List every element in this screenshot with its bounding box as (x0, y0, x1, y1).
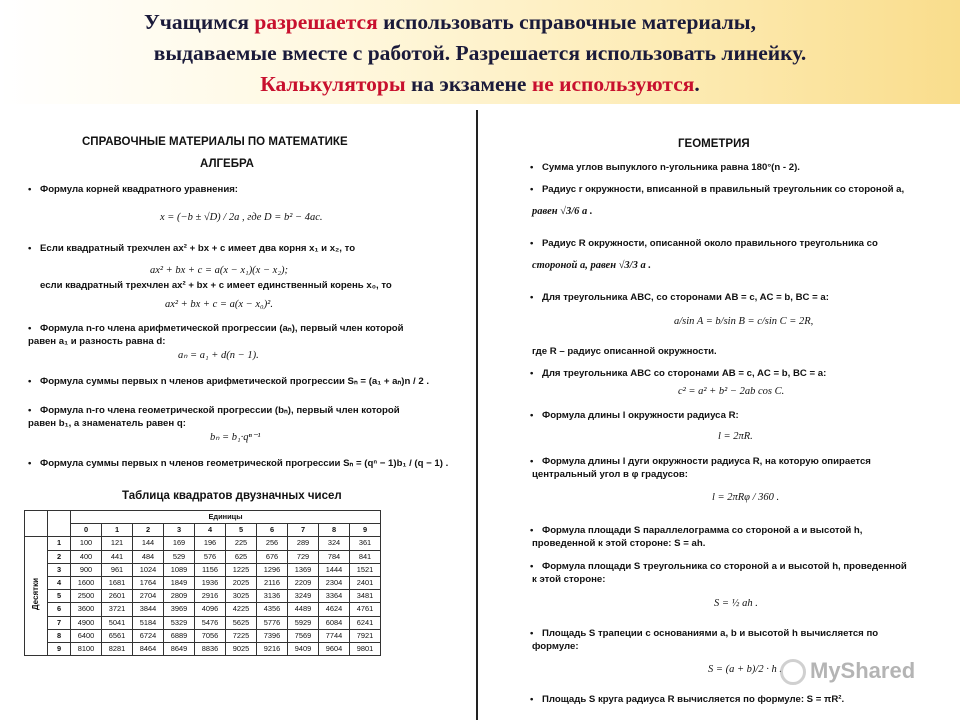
geo-line-trapezoid-cont: формуле: (532, 641, 579, 652)
table-cell: 3136 (257, 590, 288, 603)
table-cell: 7569 (288, 629, 319, 642)
squares-table-title: Таблица квадратов двузначных чисел (122, 490, 342, 502)
digit-header: 0 (71, 524, 102, 537)
geo-line-arc-cont: центральный угол в φ градусов: (532, 469, 688, 480)
geo-line-circumscribed: • Радиус R окружности, описанной около правильного треугольника со (542, 238, 878, 250)
geometry-heading: ГЕОМЕТРИЯ (678, 138, 750, 150)
item-geom-nth-cont: равен b₁, а знаменатель равен q: (28, 418, 186, 429)
tens-digit: 1 (48, 537, 71, 550)
table-cell: 361 (350, 537, 381, 550)
table-cell: 9216 (257, 642, 288, 655)
table-cell: 3721 (102, 603, 133, 616)
table-cell: 1764 (133, 576, 164, 589)
formula-arc: l = 2πRφ / 360 . (712, 492, 780, 503)
instruction-line-3: Калькуляторы на экзамене не используются. (260, 72, 700, 96)
table-cell: 5041 (102, 616, 133, 629)
instruction-line-2: выдаваемые вместе с работой. Разрешается использовать линейку. (153, 41, 807, 65)
table-cell: 9801 (350, 642, 381, 655)
table-cell: 784 (319, 550, 350, 563)
table-cell: 1296 (257, 563, 288, 576)
table-cell: 1156 (195, 563, 226, 576)
geo-line-circumscribed-value: стороной a, равен √3/3 a . (532, 260, 651, 271)
units-header: Единицы (71, 511, 381, 524)
table-cell: 7056 (195, 629, 226, 642)
table-row (25, 603, 381, 616)
table-cell: 1225 (226, 563, 257, 576)
tens-digit: 2 (48, 550, 71, 563)
digit-header: 2 (133, 524, 164, 537)
table-cell: 8649 (164, 642, 195, 655)
table-cell: 100 (71, 537, 102, 550)
table-cell: 4761 (350, 603, 381, 616)
table-cell: 196 (195, 537, 226, 550)
formula-circumference: l = 2πR. (718, 431, 753, 442)
formula-factor-two: ax² + bx + c = a(x − x₁)(x − x₂); (150, 265, 288, 276)
squares-table (24, 510, 381, 656)
table-cell: 6889 (164, 629, 195, 642)
table-cell: 5625 (226, 616, 257, 629)
table-row (25, 616, 381, 629)
geo-line-angles: • Сумма углов выпуклого n-угольника равна 180°(n - 2). (542, 162, 800, 174)
formula-geom-nth: bₙ = b₁·qⁿ⁻¹ (210, 432, 261, 443)
table-row (25, 550, 381, 563)
table-cell: 5329 (164, 616, 195, 629)
table-cell: 7396 (257, 629, 288, 642)
table-cell: 4624 (319, 603, 350, 616)
table-cell: 961 (102, 563, 133, 576)
table-cell: 2809 (164, 590, 195, 603)
table-cell: 6724 (133, 629, 164, 642)
table-cell: 484 (133, 550, 164, 563)
table-cell: 900 (71, 563, 102, 576)
logo-icon (780, 659, 806, 685)
formula-triangle-area: S = ½ ah . (714, 598, 758, 609)
table-cell: 576 (195, 550, 226, 563)
tens-digit: 3 (48, 563, 71, 576)
geo-line-arc: • Формула длины l дуги окружности радиуса R, на которую опирается (542, 456, 871, 468)
tens-digit: 8 (48, 629, 71, 642)
table-cell: 3481 (350, 590, 381, 603)
formula-quadratic: x = (−b ± √D) / 2a , где D = b² − 4ac. (160, 212, 323, 223)
table-cell: 4900 (71, 616, 102, 629)
table-cell: 9409 (288, 642, 319, 655)
table-cell: 9025 (226, 642, 257, 655)
tens-digit: 6 (48, 603, 71, 616)
table-row (25, 537, 381, 550)
tens-digit: 7 (48, 616, 71, 629)
table-cell: 169 (164, 537, 195, 550)
digit-header: 7 (288, 524, 319, 537)
formula-factor-one: ax² + bx + c = a(x − x₀)². (165, 299, 273, 310)
tens-digit: 4 (48, 576, 71, 589)
table-cell: 3364 (319, 590, 350, 603)
table-cell: 400 (71, 550, 102, 563)
tens-label (25, 537, 48, 656)
table-cell: 6241 (350, 616, 381, 629)
item-trinomial-two-roots: • Если квадратный трехчлен ax² + bx + c имеет два корня x₁ и x₂, то (40, 243, 355, 255)
table-cell: 3600 (71, 603, 102, 616)
digit-header: 3 (164, 524, 195, 537)
table-cell: 4356 (257, 603, 288, 616)
reference-title: СПРАВОЧНЫЕ МАТЕРИАЛЫ ПО МАТЕМАТИКЕ (82, 136, 348, 148)
table-cell: 7921 (350, 629, 381, 642)
table-cell: 5184 (133, 616, 164, 629)
tens-label-text: Десятки (31, 578, 40, 611)
tens-digit: 9 (48, 642, 71, 655)
table-cell: 729 (288, 550, 319, 563)
table-cell: 8281 (102, 642, 133, 655)
table-row (25, 642, 381, 655)
digit-header: 9 (350, 524, 381, 537)
table-cell: 1369 (288, 563, 319, 576)
table-cell: 529 (164, 550, 195, 563)
geo-line-parallelogram: • Формула площади S параллелограмма со стороной a и высотой h, (542, 525, 862, 537)
item-geom-nth: • Формула n-го члена геометрической прогрессии (bₙ), первый член которой (40, 405, 400, 417)
geometry-column (478, 0, 960, 720)
tens-digit: 5 (48, 590, 71, 603)
geo-line-circle-area: • Площадь S круга радиуса R вычисляется по формуле: S = πR². (542, 694, 844, 706)
table-cell: 2209 (288, 576, 319, 589)
formula-trapezoid: S = (a + b)/2 · h . (708, 664, 782, 675)
table-cell: 1444 (319, 563, 350, 576)
table-cell: 2401 (350, 576, 381, 589)
table-cell: 3249 (288, 590, 319, 603)
item-trinomial-one-root: если квадратный трехчлен ax² + bx + c имеет единственный корень x₀, то (40, 280, 392, 291)
table-cell: 1849 (164, 576, 195, 589)
table-cell: 676 (257, 550, 288, 563)
geo-line-parallelogram-cont: проведенной к этой стороне: S = ah. (532, 538, 706, 549)
table-cell: 2916 (195, 590, 226, 603)
geo-line-inscribed-value: равен √3/6 a . (532, 206, 593, 217)
table-cell: 324 (319, 537, 350, 550)
geo-line-triangle-area-cont: к этой стороне: (532, 574, 606, 585)
item-arith-nth: • Формула n-го члена арифметической прогрессии (aₙ), первый член которой (40, 323, 404, 335)
table-cell: 3844 (133, 603, 164, 616)
table-cell: 5476 (195, 616, 226, 629)
table-cell: 625 (226, 550, 257, 563)
table-cell: 8836 (195, 642, 226, 655)
table-cell: 2601 (102, 590, 133, 603)
table-cell: 1521 (350, 563, 381, 576)
algebra-column (0, 0, 470, 720)
formula-sine-law: a/sin A = b/sin B = c/sin C = 2R, (674, 316, 814, 327)
table-cell: 7744 (319, 629, 350, 642)
table-cell: 7225 (226, 629, 257, 642)
table-cell: 2500 (71, 590, 102, 603)
table-cell: 1024 (133, 563, 164, 576)
instruction-line-1: Учащимся разрешается использовать справочные материалы, (144, 10, 756, 34)
table-cell: 2025 (226, 576, 257, 589)
table-cell: 3025 (226, 590, 257, 603)
table-cell: 8464 (133, 642, 164, 655)
table-cell: 225 (226, 537, 257, 550)
geo-line-trapezoid: • Площадь S трапеции с основаниями a, b и высотой h вычисляется по (542, 628, 878, 640)
table-cell: 1089 (164, 563, 195, 576)
geo-line-R-desc: где R – радиус описанной окружности. (532, 346, 717, 357)
table-cell: 1936 (195, 576, 226, 589)
table-cell: 9604 (319, 642, 350, 655)
table-cell: 5929 (288, 616, 319, 629)
table-row (25, 590, 381, 603)
digit-header: 8 (319, 524, 350, 537)
table-cell: 5776 (257, 616, 288, 629)
digit-header: 4 (195, 524, 226, 537)
algebra-heading: АЛГЕБРА (200, 158, 254, 170)
item-quadratic-roots: • Формула корней квадратного уравнения: (40, 184, 238, 196)
table-cell: 121 (102, 537, 133, 550)
geo-line-cosine-law: • Для треугольника ABC со сторонами AB = c, AC = b, BC = a: (542, 368, 826, 380)
geo-line-circumference: • Формула длины l окружности радиуса R: (542, 410, 739, 422)
formula-cosine-law: c² = a² + b² − 2ab cos C. (678, 386, 785, 397)
formula-arith-nth: aₙ = a₁ + d(n − 1). (178, 350, 259, 361)
table-cell: 144 (133, 537, 164, 550)
table-cell: 4489 (288, 603, 319, 616)
table-cell: 289 (288, 537, 319, 550)
table-row (25, 629, 381, 642)
digit-header: 5 (226, 524, 257, 537)
table-cell: 4096 (195, 603, 226, 616)
item-arith-nth-cont: равен a₁ и разность равна d: (28, 336, 166, 347)
table-cell: 441 (102, 550, 133, 563)
table-cell: 841 (350, 550, 381, 563)
geo-line-triangle-area: • Формула площади S треугольника со стороной a и высотой h, проведенной (542, 561, 907, 573)
digit-header: 6 (257, 524, 288, 537)
digit-header: 1 (102, 524, 133, 537)
geo-line-sine-law: • Для треугольника ABC, со сторонами AB = c, AC = b, BC = a: (542, 292, 829, 304)
table-cell: 2116 (257, 576, 288, 589)
item-geom-sum: • Формула суммы первых n членов геометрической прогрессии Sₙ = (qⁿ − 1)b₁ / (q − 1) . (40, 458, 448, 470)
table-row (25, 576, 381, 589)
table-cell: 6084 (319, 616, 350, 629)
table-cell: 256 (257, 537, 288, 550)
item-arith-sum: • Формула суммы первых n членов арифметической прогрессии Sₙ = (a₁ + aₙ)n / 2 . (40, 376, 429, 388)
table-cell: 6561 (102, 629, 133, 642)
geo-line-inscribed: • Радиус r окружности, вписанной в правильный треугольник со стороной a, (542, 184, 904, 196)
table-cell: 2304 (319, 576, 350, 589)
table-cell: 2704 (133, 590, 164, 603)
table-cell: 3969 (164, 603, 195, 616)
table-cell: 8100 (71, 642, 102, 655)
watermark-logo: MyShared (780, 658, 915, 685)
table-cell: 4225 (226, 603, 257, 616)
table-cell: 1600 (71, 576, 102, 589)
table-row (25, 563, 381, 576)
table-cell: 6400 (71, 629, 102, 642)
table-cell: 1681 (102, 576, 133, 589)
